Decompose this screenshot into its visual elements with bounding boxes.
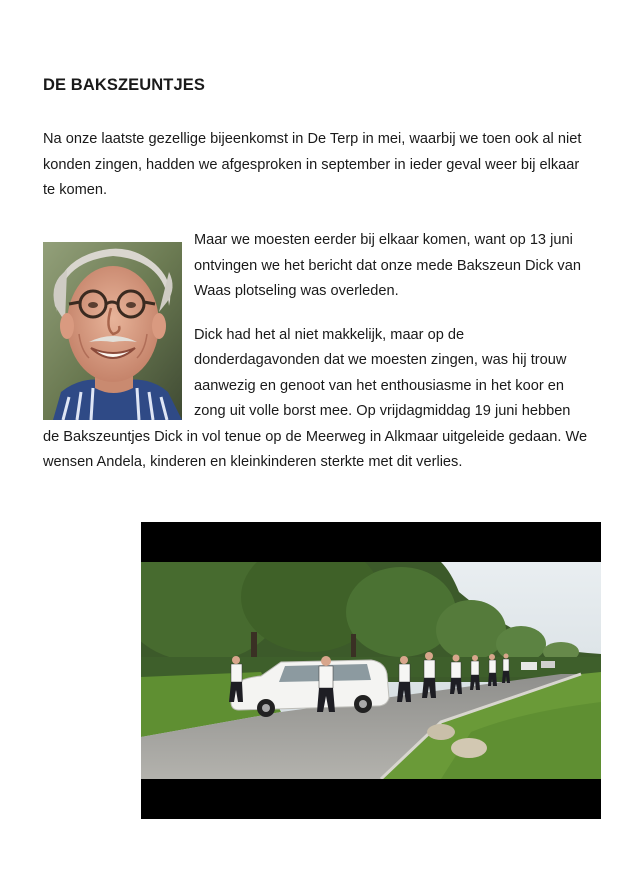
news-paragraph: Maar we moesten eerder bij elkaar komen, want op 13 juni ontvingen we het bericht dat onze mede Bakszeun Dick van Waas plotseling was overleden. [194,232,581,299]
intro-paragraph: Na onze laatste gezellige bijeenkomst in De Terp in mei, waarbij we toen ook al niet konden zingen, hadden we afgesproken in september in ieder geval weer bij elkaar te komen. [43,131,582,198]
tribute-paragraph: Dick had het al niet makkelijk, maar op de donderdagavonden dat we moesten zingen, was hij trouw aanwezig en genoot van het enthousiasme in het koor en zong uit volle borst mee. Op vrijdagmiddag 19 juni hebben de Bakszeuntjes Dick in vol tenue op de Meerweg in Alkmaar uitgeleide gedaan. We wensen Andela, kinderen en kleinkinderen sterkte met dit verlies. [43,326,588,470]
article-body [43,228,588,494]
funeral-procession-video-still [141,522,601,819]
article-title: DE BAKSZEUNTJES [43,76,205,94]
